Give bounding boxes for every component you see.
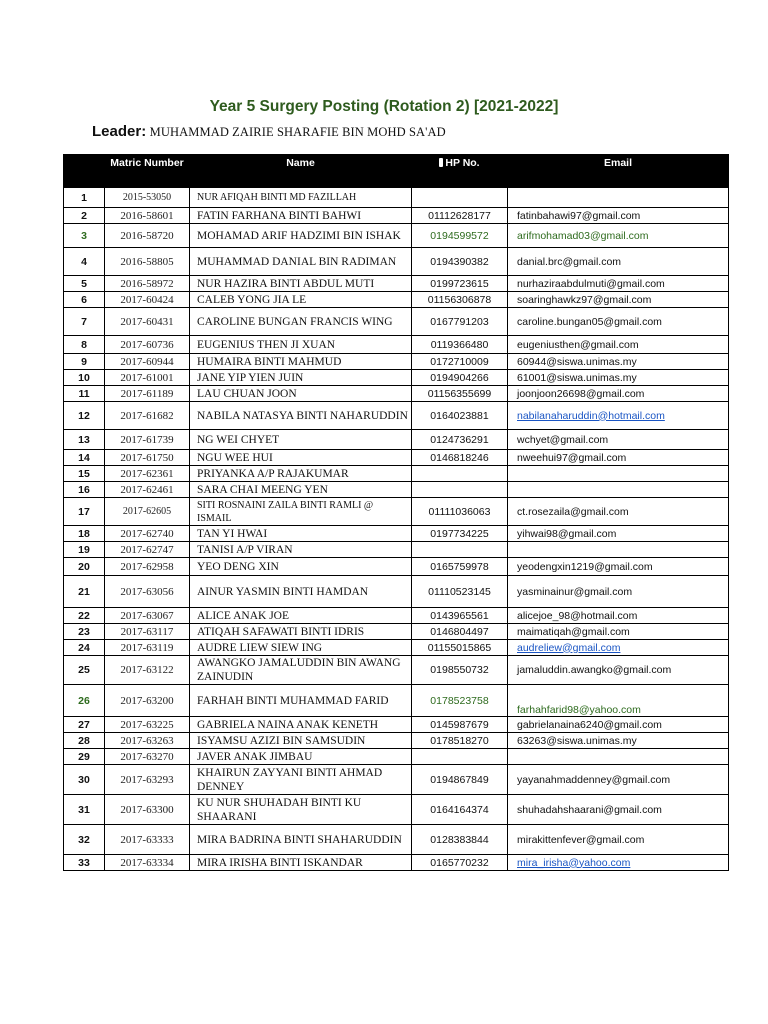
leader-name: MUHAMMAD ZAIRIE SHARAFIE BIN MOHD SA'AD (149, 125, 446, 139)
leader-label: Leader: (92, 123, 147, 140)
email-address: yihwai98@gmail.com (508, 526, 729, 542)
email-address (508, 188, 729, 208)
email-address[interactable]: mira_irisha@yahoo.com (508, 855, 729, 871)
phone-number: 0194599572 (412, 224, 508, 248)
phone-number (412, 466, 508, 482)
phone-number (412, 542, 508, 558)
matric-number: 2017-61682 (105, 402, 190, 430)
email-address: joonjoon26698@gmail.com (508, 386, 729, 402)
phone-number: 01156306878 (412, 292, 508, 308)
table-header-row (64, 155, 729, 188)
table-row (64, 188, 729, 208)
student-name: SARA CHAI MEENG YEN (190, 482, 412, 498)
email-address: soaringhawkz97@gmail.com (508, 292, 729, 308)
email-address: caroline.bungan05@gmail.com (508, 308, 729, 336)
email-address: yeodengxin1219@gmail.com (508, 558, 729, 576)
matric-number: 2017-63263 (105, 733, 190, 749)
table-row (64, 292, 729, 308)
student-name: GABRIELA NAINA ANAK KENETH (190, 717, 412, 733)
matric-number: 2016-58805 (105, 248, 190, 276)
row-number: 18 (64, 526, 105, 542)
table-row (64, 248, 729, 276)
matric-number: 2017-61750 (105, 450, 190, 466)
matric-number: 2017-63333 (105, 825, 190, 855)
phone-number: 01110523145 (412, 576, 508, 608)
student-name: JAVER ANAK JIMBAU (190, 749, 412, 765)
row-number: 20 (64, 558, 105, 576)
table-row (64, 482, 729, 498)
row-number: 24 (64, 640, 105, 656)
student-name: LAU CHUAN JOON (190, 386, 412, 402)
table-row (64, 624, 729, 640)
email-address: nurhaziraabdulmuti@gmail.com (508, 276, 729, 292)
row-number: 23 (64, 624, 105, 640)
matric-number: 2017-63300 (105, 795, 190, 825)
header-matric: Matric Number (105, 155, 190, 188)
email-address: wchyet@gmail.com (508, 430, 729, 450)
student-name: JANE YIP YIEN JUIN (190, 370, 412, 386)
email-address: maimatiqah@gmail.com (508, 624, 729, 640)
email-address (508, 749, 729, 765)
email-address: nweehui97@gmail.com (508, 450, 729, 466)
table-row (64, 685, 729, 717)
table-row (64, 765, 729, 795)
table-row (64, 498, 729, 526)
email-address: danial.brc@gmail.com (508, 248, 729, 276)
student-name: AUDRE LIEW SIEW ING (190, 640, 412, 656)
matric-number: 2017-63119 (105, 640, 190, 656)
table-row (64, 370, 729, 386)
email-address: 63263@siswa.unimas.my (508, 733, 729, 749)
phone-number: 0194390382 (412, 248, 508, 276)
header-hp (412, 155, 508, 188)
phone-number: 0119366480 (412, 336, 508, 354)
table-body (64, 188, 729, 871)
email-address: yasminainur@gmail.com (508, 576, 729, 608)
row-number: 15 (64, 466, 105, 482)
phone-number: 0145987679 (412, 717, 508, 733)
row-number: 11 (64, 386, 105, 402)
matric-number: 2017-63067 (105, 608, 190, 624)
phone-number: 01111036063 (412, 498, 508, 526)
email-address: gabrielanaina6240@gmail.com (508, 717, 729, 733)
matric-number: 2017-63200 (105, 685, 190, 717)
student-name: SITI ROSNAINI ZAILA BINTI RAMLI @ ISMAIL (190, 498, 412, 526)
phone-number: 0165759978 (412, 558, 508, 576)
phone-number: 0165770232 (412, 855, 508, 871)
student-table (63, 154, 729, 871)
email-address: fatinbahawi97@gmail.com (508, 208, 729, 224)
table-row (64, 224, 729, 248)
row-number: 8 (64, 336, 105, 354)
email-address: eugeniusthen@gmail.com (508, 336, 729, 354)
table-row (64, 825, 729, 855)
matric-number: 2015-53050 (105, 188, 190, 208)
row-number: 3 (64, 224, 105, 248)
table-row (64, 450, 729, 466)
student-name: MIRA BADRINA BINTI SHAHARUDDIN (190, 825, 412, 855)
row-number: 26 (64, 685, 105, 717)
email-address: farhahfarid98@yahoo.com (508, 685, 729, 717)
matric-number: 2016-58601 (105, 208, 190, 224)
matric-number: 2017-63334 (105, 855, 190, 871)
header-email: Email (508, 155, 729, 188)
matric-number: 2017-63056 (105, 576, 190, 608)
row-number: 31 (64, 795, 105, 825)
student-name: MUHAMMAD DANIAL BIN RADIMAN (190, 248, 412, 276)
student-name: FARHAH BINTI MUHAMMAD FARID (190, 685, 412, 717)
student-name: ISYAMSU AZIZI BIN SAMSUDIN (190, 733, 412, 749)
email-address[interactable]: nabilanaharuddin@hotmail.com (508, 402, 729, 430)
student-name: NGU WEE HUI (190, 450, 412, 466)
table-row (64, 795, 729, 825)
matric-number: 2017-63225 (105, 717, 190, 733)
table-row (64, 717, 729, 733)
table-row (64, 656, 729, 685)
phone-number (412, 749, 508, 765)
matric-number: 2017-61739 (105, 430, 190, 450)
row-number: 28 (64, 733, 105, 749)
matric-number: 2017-63270 (105, 749, 190, 765)
header-no (64, 155, 105, 188)
phone-number: 0128383844 (412, 825, 508, 855)
phone-number: 0167791203 (412, 308, 508, 336)
student-name: KHAIRUN ZAYYANI BINTI AHMAD DENNEY (190, 765, 412, 795)
student-name: FATIN FARHANA BINTI BAHWI (190, 208, 412, 224)
email-address (508, 542, 729, 558)
table-row (64, 640, 729, 656)
page-title: Year 5 Surgery Posting (Rotation 2) [2021-2022] (209, 98, 559, 115)
table-row (64, 733, 729, 749)
student-name: AINUR YASMIN BINTI HAMDAN (190, 576, 412, 608)
row-number: 2 (64, 208, 105, 224)
table-row (64, 558, 729, 576)
phone-number: 0194904266 (412, 370, 508, 386)
row-number: 21 (64, 576, 105, 608)
email-address: arifmohamad03@gmail.com (508, 224, 729, 248)
row-number: 10 (64, 370, 105, 386)
phone-number: 0146804497 (412, 624, 508, 640)
student-name: CALEB YONG JIA LE (190, 292, 412, 308)
table-row (64, 466, 729, 482)
row-number: 17 (64, 498, 105, 526)
matric-number: 2017-60424 (105, 292, 190, 308)
row-number: 4 (64, 248, 105, 276)
row-number: 25 (64, 656, 105, 685)
matric-number: 2017-62605 (105, 498, 190, 526)
row-number: 33 (64, 855, 105, 871)
table-row (64, 276, 729, 292)
row-number: 9 (64, 354, 105, 370)
table-row (64, 526, 729, 542)
student-name: MIRA IRISHA BINTI ISKANDAR (190, 855, 412, 871)
student-name: TAN YI HWAI (190, 526, 412, 542)
student-name: PRIYANKA A/P RAJAKUMAR (190, 466, 412, 482)
row-number: 12 (64, 402, 105, 430)
student-name: TANISI A/P VIRAN (190, 542, 412, 558)
phone-number: 01155015865 (412, 640, 508, 656)
matric-number: 2017-62361 (105, 466, 190, 482)
matric-number: 2017-61189 (105, 386, 190, 402)
phone-number: 0199723615 (412, 276, 508, 292)
phone-number: 0146818246 (412, 450, 508, 466)
matric-number: 2017-60944 (105, 354, 190, 370)
student-name: ALICE ANAK JOE (190, 608, 412, 624)
row-number: 7 (64, 308, 105, 336)
table-row (64, 308, 729, 336)
matric-number: 2016-58720 (105, 224, 190, 248)
table-row (64, 430, 729, 450)
matric-number: 2017-60431 (105, 308, 190, 336)
row-number: 5 (64, 276, 105, 292)
phone-number: 0197734225 (412, 526, 508, 542)
table-row (64, 336, 729, 354)
table-row (64, 608, 729, 624)
student-name: AWANGKO JAMALUDDIN BIN AWANG ZAINUDIN (190, 656, 412, 685)
phone-number (412, 482, 508, 498)
email-address: mirakittenfever@gmail.com (508, 825, 729, 855)
table-row (64, 749, 729, 765)
phone-number: 0198550732 (412, 656, 508, 685)
matric-number: 2017-60736 (105, 336, 190, 354)
phone-number: 0164023881 (412, 402, 508, 430)
student-name: NUR AFIQAH BINTI MD FAZILLAH (190, 188, 412, 208)
header-name: Name (190, 155, 412, 188)
email-address: 60944@siswa.unimas.my (508, 354, 729, 370)
matric-number: 2017-62740 (105, 526, 190, 542)
email-address (508, 482, 729, 498)
phone-number: 0172710009 (412, 354, 508, 370)
phone-number: 0194867849 (412, 765, 508, 795)
row-number: 1 (64, 188, 105, 208)
email-address: yayanahmaddenney@gmail.com (508, 765, 729, 795)
phone-number: 0124736291 (412, 430, 508, 450)
student-name: NG WEI CHYET (190, 430, 412, 450)
phone-icon (439, 158, 443, 167)
leader-line (92, 123, 446, 140)
student-name: HUMAIRA BINTI MAHMUD (190, 354, 412, 370)
student-name: EUGENIUS THEN JI XUAN (190, 336, 412, 354)
row-number: 14 (64, 450, 105, 466)
table-row (64, 402, 729, 430)
email-address: ct.rosezaila@gmail.com (508, 498, 729, 526)
phone-number: 0178518270 (412, 733, 508, 749)
phone-number (412, 188, 508, 208)
row-number: 29 (64, 749, 105, 765)
email-address (508, 466, 729, 482)
row-number: 6 (64, 292, 105, 308)
matric-number: 2017-63122 (105, 656, 190, 685)
matric-number: 2017-63117 (105, 624, 190, 640)
email-address: shuhadahshaarani@gmail.com (508, 795, 729, 825)
matric-number: 2017-61001 (105, 370, 190, 386)
email-address[interactable]: audreliew@gmail.com (508, 640, 729, 656)
student-name: KU NUR SHUHADAH BINTI KU SHAARANI (190, 795, 412, 825)
phone-number: 01112628177 (412, 208, 508, 224)
table-row (64, 576, 729, 608)
row-number: 22 (64, 608, 105, 624)
phone-number: 0178523758 (412, 685, 508, 717)
phone-number: 0164164374 (412, 795, 508, 825)
row-number: 30 (64, 765, 105, 795)
matric-number: 2017-62461 (105, 482, 190, 498)
row-number: 32 (64, 825, 105, 855)
header-hp-label: HP No. (445, 157, 480, 169)
row-number: 13 (64, 430, 105, 450)
email-address: jamaluddin.awangko@gmail.com (508, 656, 729, 685)
student-name: ATIQAH SAFAWATI BINTI IDRIS (190, 624, 412, 640)
table-row (64, 354, 729, 370)
table-row (64, 542, 729, 558)
row-number: 19 (64, 542, 105, 558)
student-name: NABILA NATASYA BINTI NAHARUDDIN (190, 402, 412, 430)
row-number: 27 (64, 717, 105, 733)
matric-number: 2017-62958 (105, 558, 190, 576)
matric-number: 2016-58972 (105, 276, 190, 292)
row-number: 16 (64, 482, 105, 498)
email-address: 61001@siswa.unimas.my (508, 370, 729, 386)
email-address: alicejoe_98@hotmail.com (508, 608, 729, 624)
phone-number: 0143965561 (412, 608, 508, 624)
table-row (64, 855, 729, 871)
student-name: MOHAMAD ARIF HADZIMI BIN ISHAK (190, 224, 412, 248)
phone-number: 01156355699 (412, 386, 508, 402)
table-row (64, 208, 729, 224)
table-row (64, 386, 729, 402)
student-name: NUR HAZIRA BINTI ABDUL MUTI (190, 276, 412, 292)
student-name: CAROLINE BUNGAN FRANCIS WING (190, 308, 412, 336)
matric-number: 2017-63293 (105, 765, 190, 795)
student-name: YEO DENG XIN (190, 558, 412, 576)
matric-number: 2017-62747 (105, 542, 190, 558)
